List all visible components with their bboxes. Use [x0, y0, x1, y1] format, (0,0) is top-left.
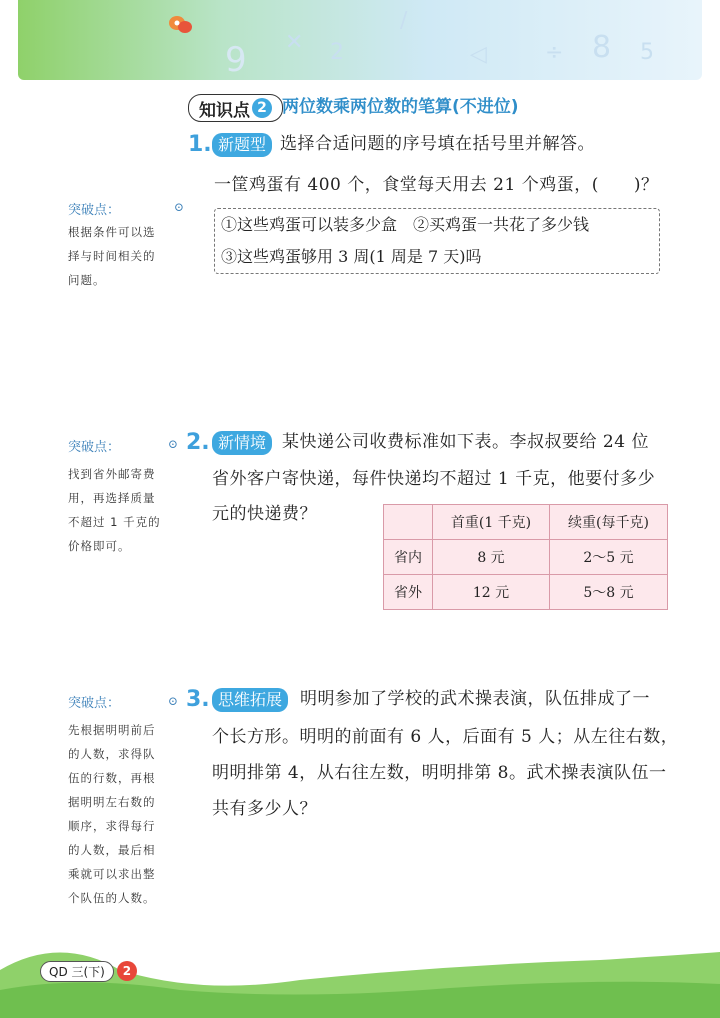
q3-number: 3. [186, 687, 210, 712]
q3-side-text: 先根据明明前后 的人数，求得队 伍的行数，再根 据明明左右数的 顺序，求得每行 的人数，最后相 乘就可以求出整 个队伍的人数。 [68, 723, 156, 905]
page-badge [40, 960, 137, 982]
knowledge-point-number: 2 [252, 98, 272, 118]
q3-tag: 思维拓展 [212, 688, 288, 712]
q1-option-line: ①这些鸡蛋可以装多少盒 ②买鸡蛋一共花了多少钱 [221, 215, 590, 234]
q1-option-line: ③这些鸡蛋够用 3 周(1 周是 7 天)吗 [221, 247, 482, 266]
digit-two-icon: 2 [330, 40, 344, 65]
q1-tag: 新题型 [212, 133, 272, 157]
table-row [384, 575, 668, 610]
divide-sign-icon: ÷ [545, 40, 564, 65]
q2-line-2: 省外客户寄快递，每件快递均不超过 1 千克，他要付多少 [212, 469, 656, 489]
q1-side-text: 根据条件可以选 择与时间相关的 问题。 [68, 225, 156, 287]
page-number: 2 [117, 961, 137, 981]
edition-label: QD 三(下) [40, 961, 114, 982]
q2-line-3: 元的快递费？ [212, 504, 317, 524]
q2-side-text: 找到省外邮寄费 用，再选择质量 不超过 1 千克的 价格即可。 [68, 467, 161, 553]
slash-icon: ∕ [400, 8, 408, 33]
q3-line-4: 共有多少人？ [212, 799, 317, 819]
table-header: 首重(1 千克) [433, 505, 550, 540]
q3-line-2: 个长方形。明明的前面有 6 人，后面有 5 人；从左往右数， [212, 727, 679, 747]
q3-line-1: 明明参加了学校的武术操表演，队伍排成了一 [300, 689, 650, 709]
knowledge-point-title: 两位数乘两位数的笔算(不进位) [282, 97, 519, 117]
butterfly-icon [168, 14, 194, 36]
table-cell: 2～5 元 [550, 540, 668, 575]
q1-side-head: 突破点： [68, 203, 121, 218]
knowledge-point-label: 知识点 2 [188, 94, 283, 122]
table-header: 续重(每千克) [550, 505, 668, 540]
table-cell: 5～8 元 [550, 575, 668, 610]
side-dot-icon: ⊙ [174, 200, 185, 214]
times-sign-icon: ✕ [285, 30, 304, 55]
table-cell: 省外 [384, 575, 433, 610]
q1-options-box [214, 208, 660, 274]
table-cell: 12 元 [433, 575, 550, 610]
q2-side-head: 突破点： [68, 440, 121, 455]
digit-eight-icon: 8 [592, 30, 612, 65]
side-dot-icon: ⊙ [168, 437, 179, 451]
q3-line-3: 明明排第 4，从右往左数，明明排第 8。武术操表演队伍一 [212, 763, 667, 783]
q2-number: 2. [186, 430, 210, 455]
triangle-icon: ◁ [470, 42, 487, 67]
table-cell: 8 元 [433, 540, 550, 575]
q1-number: 1. [188, 132, 212, 157]
q1-prompt: 选择合适问题的序号填在括号里并解答。 [280, 134, 595, 154]
table-row [384, 540, 668, 575]
side-dot-icon: ⊙ [168, 694, 179, 708]
q1-stem: 一筐鸡蛋有 400 个，食堂每天用去 21 个鸡蛋，( )？ [214, 175, 659, 195]
table-cell: 省内 [384, 540, 433, 575]
table-row [384, 505, 668, 540]
table-cell [384, 505, 433, 540]
q2-line-1: 某快递公司收费标准如下表。李叔叔要给 24 位 [282, 432, 649, 452]
digit-five-icon: 5 [640, 40, 654, 65]
q3-side-head: 突破点： [68, 696, 121, 711]
digit-nine-icon: 9 [225, 40, 247, 80]
q2-tag: 新情境 [212, 431, 272, 455]
price-table [383, 504, 668, 610]
